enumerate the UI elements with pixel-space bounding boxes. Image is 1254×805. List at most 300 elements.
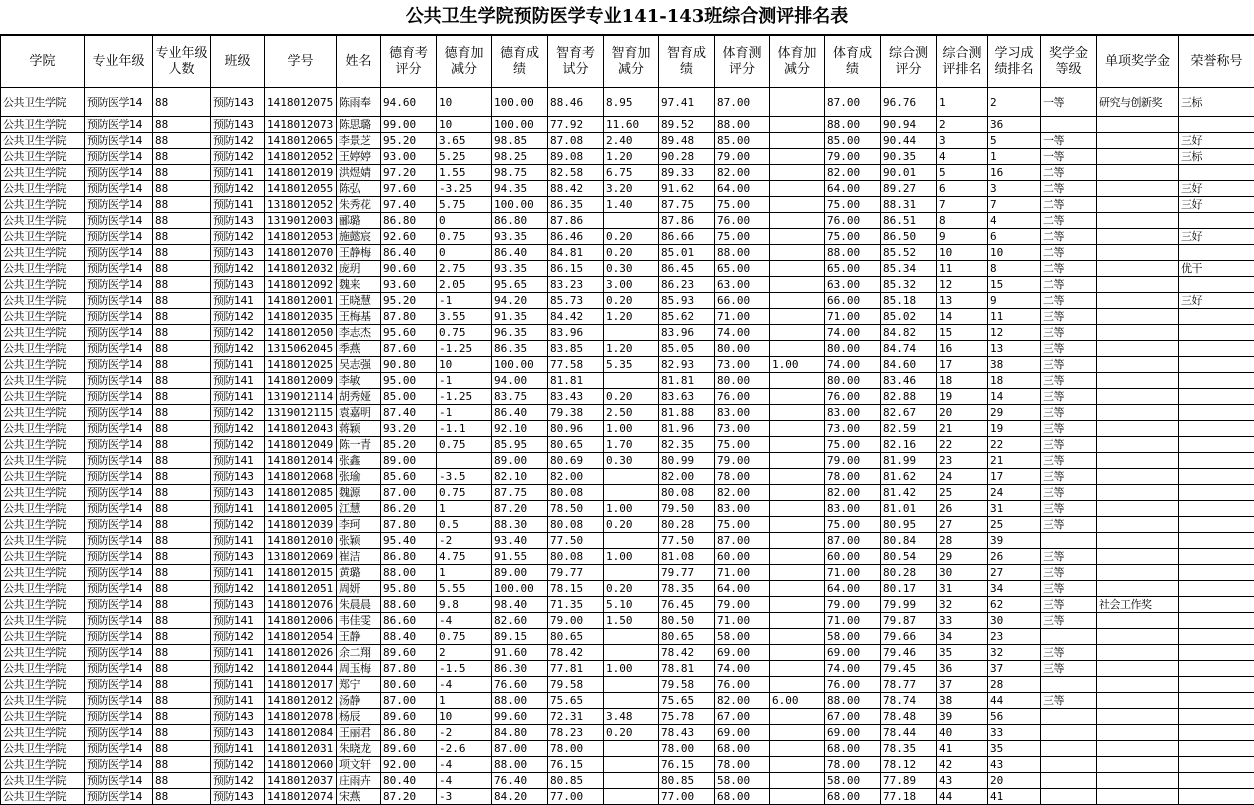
cell-overall-score[interactable]: 78.12 xyxy=(881,757,937,773)
cell-overall-rank[interactable]: 15 xyxy=(937,325,988,341)
cell-pe-exam[interactable]: 63.00 xyxy=(715,277,770,293)
cell-moral-score[interactable]: 91.55 xyxy=(492,549,548,565)
cell-overall-score[interactable]: 90.35 xyxy=(881,149,937,165)
cell-overall-score[interactable]: 78.44 xyxy=(881,725,937,741)
cell-pe-exam[interactable]: 79.00 xyxy=(715,453,770,469)
cell-moral-exam[interactable]: 89.60 xyxy=(381,645,437,661)
cell-overall-rank[interactable]: 40 xyxy=(937,725,988,741)
cell-moral-score[interactable]: 94.20 xyxy=(492,293,548,309)
cell-special-scholarship[interactable] xyxy=(1097,325,1179,341)
cell-pe-score[interactable]: 75.00 xyxy=(825,437,881,453)
cell-special-scholarship[interactable]: 社会工作奖 xyxy=(1097,597,1179,613)
cell-overall-score[interactable]: 77.18 xyxy=(881,789,937,805)
cell-major-year[interactable]: 预防医学14 xyxy=(85,133,153,149)
cell-name[interactable]: 项文轩 xyxy=(337,757,381,773)
cell-college[interactable]: 公共卫生学院 xyxy=(1,517,85,533)
cell-name[interactable]: 袁嘉明 xyxy=(337,405,381,421)
cell-major-year[interactable]: 预防医学14 xyxy=(85,629,153,645)
cell-major-year[interactable]: 预防医学14 xyxy=(85,341,153,357)
cell-intel-exam[interactable]: 79.58 xyxy=(548,677,604,693)
cell-intel-score[interactable]: 89.52 xyxy=(659,117,715,133)
cell-pe-adjust[interactable] xyxy=(770,661,825,677)
cell-pe-score[interactable]: 74.00 xyxy=(825,661,881,677)
cell-moral-score[interactable]: 100.00 xyxy=(492,117,548,133)
cell-major-year[interactable]: 预防医学14 xyxy=(85,789,153,805)
cell-major-count[interactable]: 88 xyxy=(153,325,211,341)
cell-name[interactable]: 陈雨奉 xyxy=(337,88,381,117)
cell-moral-exam[interactable]: 89.60 xyxy=(381,741,437,757)
cell-major-count[interactable]: 88 xyxy=(153,485,211,501)
cell-pe-exam[interactable]: 78.00 xyxy=(715,469,770,485)
cell-student-id[interactable]: 1418012025 xyxy=(265,357,337,373)
cell-intel-adjust[interactable] xyxy=(604,565,659,581)
cell-study-rank[interactable]: 26 xyxy=(988,549,1041,565)
cell-pe-score[interactable]: 80.00 xyxy=(825,341,881,357)
cell-intel-score[interactable]: 81.81 xyxy=(659,373,715,389)
cell-intel-score[interactable]: 80.99 xyxy=(659,453,715,469)
cell-overall-score[interactable]: 82.59 xyxy=(881,421,937,437)
cell-moral-score[interactable]: 87.20 xyxy=(492,501,548,517)
cell-class[interactable]: 预防142 xyxy=(211,405,265,421)
cell-pe-score[interactable]: 79.00 xyxy=(825,453,881,469)
cell-overall-score[interactable]: 80.95 xyxy=(881,517,937,533)
cell-major-count[interactable]: 88 xyxy=(153,149,211,165)
cell-major-count[interactable]: 88 xyxy=(153,645,211,661)
cell-moral-exam[interactable]: 86.20 xyxy=(381,501,437,517)
cell-honor-title[interactable] xyxy=(1179,245,1254,261)
cell-intel-exam[interactable]: 78.15 xyxy=(548,581,604,597)
cell-overall-rank[interactable]: 26 xyxy=(937,501,988,517)
cell-special-scholarship[interactable] xyxy=(1097,117,1179,133)
cell-pe-exam[interactable]: 88.00 xyxy=(715,117,770,133)
cell-moral-score[interactable]: 99.60 xyxy=(492,709,548,725)
cell-class[interactable]: 预防142 xyxy=(211,773,265,789)
cell-scholarship-level[interactable]: 三等 xyxy=(1041,693,1097,709)
cell-intel-score[interactable]: 97.41 xyxy=(659,88,715,117)
cell-name[interactable]: 张颖 xyxy=(337,533,381,549)
cell-intel-adjust[interactable] xyxy=(604,325,659,341)
cell-intel-score[interactable]: 89.33 xyxy=(659,165,715,181)
cell-major-count[interactable]: 88 xyxy=(153,757,211,773)
cell-moral-score[interactable]: 95.65 xyxy=(492,277,548,293)
cell-honor-title[interactable]: 优干 xyxy=(1179,261,1254,277)
cell-intel-score[interactable]: 78.42 xyxy=(659,645,715,661)
cell-honor-title[interactable] xyxy=(1179,501,1254,517)
cell-scholarship-level[interactable]: 三等 xyxy=(1041,453,1097,469)
cell-study-rank[interactable]: 43 xyxy=(988,757,1041,773)
cell-overall-rank[interactable]: 10 xyxy=(937,245,988,261)
cell-scholarship-level[interactable] xyxy=(1041,741,1097,757)
cell-pe-score[interactable]: 69.00 xyxy=(825,645,881,661)
cell-moral-score[interactable]: 84.20 xyxy=(492,789,548,805)
cell-intel-score[interactable]: 86.23 xyxy=(659,277,715,293)
cell-honor-title[interactable]: 三好 xyxy=(1179,229,1254,245)
cell-major-year[interactable]: 预防医学14 xyxy=(85,581,153,597)
cell-moral-adjust[interactable]: -4 xyxy=(437,613,492,629)
cell-pe-exam[interactable]: 78.00 xyxy=(715,757,770,773)
cell-major-count[interactable]: 88 xyxy=(153,725,211,741)
cell-moral-exam[interactable]: 95.60 xyxy=(381,325,437,341)
cell-moral-adjust[interactable]: 1 xyxy=(437,693,492,709)
cell-student-id[interactable]: 1418012017 xyxy=(265,677,337,693)
cell-pe-score[interactable]: 58.00 xyxy=(825,629,881,645)
cell-college[interactable]: 公共卫生学院 xyxy=(1,469,85,485)
cell-pe-adjust[interactable] xyxy=(770,613,825,629)
cell-intel-score[interactable]: 80.08 xyxy=(659,485,715,501)
cell-study-rank[interactable]: 2 xyxy=(988,88,1041,117)
cell-moral-score[interactable]: 86.80 xyxy=(492,213,548,229)
cell-overall-score[interactable]: 85.18 xyxy=(881,293,937,309)
cell-special-scholarship[interactable] xyxy=(1097,757,1179,773)
cell-scholarship-level[interactable] xyxy=(1041,117,1097,133)
cell-intel-adjust[interactable]: 5.10 xyxy=(604,597,659,613)
cell-intel-score[interactable]: 81.88 xyxy=(659,405,715,421)
cell-special-scholarship[interactable] xyxy=(1097,629,1179,645)
cell-intel-score[interactable]: 78.00 xyxy=(659,741,715,757)
cell-intel-score[interactable]: 83.96 xyxy=(659,325,715,341)
cell-major-year[interactable]: 预防医学14 xyxy=(85,693,153,709)
cell-moral-adjust[interactable]: 0.75 xyxy=(437,325,492,341)
cell-honor-title[interactable] xyxy=(1179,389,1254,405)
cell-student-id[interactable]: 1315062045 xyxy=(265,341,337,357)
cell-student-id[interactable]: 1418012049 xyxy=(265,437,337,453)
cell-pe-score[interactable]: 67.00 xyxy=(825,709,881,725)
cell-student-id[interactable]: 1418012065 xyxy=(265,133,337,149)
cell-study-rank[interactable]: 28 xyxy=(988,677,1041,693)
cell-moral-score[interactable]: 98.85 xyxy=(492,133,548,149)
cell-overall-rank[interactable]: 17 xyxy=(937,357,988,373)
cell-pe-score[interactable]: 87.00 xyxy=(825,88,881,117)
cell-honor-title[interactable]: 三好 xyxy=(1179,133,1254,149)
cell-intel-adjust[interactable] xyxy=(604,629,659,645)
cell-class[interactable]: 预防143 xyxy=(211,277,265,293)
cell-major-count[interactable]: 88 xyxy=(153,165,211,181)
cell-pe-score[interactable]: 88.00 xyxy=(825,245,881,261)
cell-pe-score[interactable]: 79.00 xyxy=(825,597,881,613)
cell-class[interactable]: 预防143 xyxy=(211,88,265,117)
cell-intel-adjust[interactable]: 5.35 xyxy=(604,357,659,373)
cell-moral-adjust[interactable]: 2.05 xyxy=(437,277,492,293)
cell-pe-exam[interactable]: 88.00 xyxy=(715,245,770,261)
cell-major-count[interactable]: 88 xyxy=(153,277,211,293)
cell-pe-adjust[interactable] xyxy=(770,293,825,309)
cell-pe-adjust[interactable] xyxy=(770,405,825,421)
cell-major-count[interactable]: 88 xyxy=(153,565,211,581)
cell-moral-adjust[interactable]: -4 xyxy=(437,773,492,789)
cell-overall-score[interactable]: 85.52 xyxy=(881,245,937,261)
cell-moral-adjust[interactable]: -1.5 xyxy=(437,661,492,677)
cell-overall-rank[interactable]: 14 xyxy=(937,309,988,325)
cell-scholarship-level[interactable]: 二等 xyxy=(1041,229,1097,245)
cell-honor-title[interactable] xyxy=(1179,117,1254,133)
cell-overall-rank[interactable]: 24 xyxy=(937,469,988,485)
cell-overall-score[interactable]: 85.32 xyxy=(881,277,937,293)
cell-college[interactable]: 公共卫生学院 xyxy=(1,293,85,309)
cell-intel-adjust[interactable]: 1.70 xyxy=(604,437,659,453)
cell-major-count[interactable]: 88 xyxy=(153,341,211,357)
cell-pe-adjust[interactable] xyxy=(770,229,825,245)
cell-major-year[interactable]: 预防医学14 xyxy=(85,677,153,693)
cell-student-id[interactable]: 1418012060 xyxy=(265,757,337,773)
cell-pe-score[interactable]: 68.00 xyxy=(825,741,881,757)
cell-pe-exam[interactable]: 82.00 xyxy=(715,165,770,181)
cell-major-count[interactable]: 88 xyxy=(153,309,211,325)
cell-college[interactable]: 公共卫生学院 xyxy=(1,245,85,261)
cell-pe-score[interactable]: 87.00 xyxy=(825,533,881,549)
cell-pe-exam[interactable]: 67.00 xyxy=(715,709,770,725)
cell-college[interactable]: 公共卫生学院 xyxy=(1,181,85,197)
cell-overall-score[interactable]: 79.87 xyxy=(881,613,937,629)
cell-pe-adjust[interactable] xyxy=(770,629,825,645)
cell-name[interactable]: 李景芝 xyxy=(337,133,381,149)
cell-pe-adjust[interactable] xyxy=(770,181,825,197)
cell-name[interactable]: 朱晓龙 xyxy=(337,741,381,757)
cell-intel-adjust[interactable] xyxy=(604,469,659,485)
cell-special-scholarship[interactable] xyxy=(1097,261,1179,277)
cell-study-rank[interactable]: 38 xyxy=(988,357,1041,373)
cell-student-id[interactable]: 1418012014 xyxy=(265,453,337,469)
cell-student-id[interactable]: 1418012009 xyxy=(265,373,337,389)
cell-moral-exam[interactable]: 85.00 xyxy=(381,389,437,405)
cell-intel-adjust[interactable]: 1.20 xyxy=(604,309,659,325)
cell-overall-rank[interactable]: 39 xyxy=(937,709,988,725)
cell-study-rank[interactable]: 11 xyxy=(988,309,1041,325)
cell-college[interactable]: 公共卫生学院 xyxy=(1,405,85,421)
cell-overall-rank[interactable]: 5 xyxy=(937,165,988,181)
cell-moral-exam[interactable]: 87.80 xyxy=(381,309,437,325)
cell-major-year[interactable]: 预防医学14 xyxy=(85,389,153,405)
cell-study-rank[interactable]: 10 xyxy=(988,245,1041,261)
cell-pe-exam[interactable]: 76.00 xyxy=(715,213,770,229)
cell-moral-exam[interactable]: 93.00 xyxy=(381,149,437,165)
cell-intel-exam[interactable]: 87.86 xyxy=(548,213,604,229)
cell-intel-score[interactable]: 86.45 xyxy=(659,261,715,277)
cell-moral-adjust[interactable]: -2 xyxy=(437,533,492,549)
cell-moral-exam[interactable]: 97.20 xyxy=(381,165,437,181)
cell-overall-score[interactable]: 83.46 xyxy=(881,373,937,389)
cell-scholarship-level[interactable]: 三等 xyxy=(1041,645,1097,661)
cell-pe-exam[interactable]: 71.00 xyxy=(715,565,770,581)
cell-intel-adjust[interactable] xyxy=(604,645,659,661)
cell-student-id[interactable]: 1418012074 xyxy=(265,789,337,805)
cell-pe-score[interactable]: 83.00 xyxy=(825,405,881,421)
cell-name[interactable]: 魏来 xyxy=(337,277,381,293)
cell-scholarship-level[interactable]: 三等 xyxy=(1041,437,1097,453)
cell-moral-adjust[interactable]: 10 xyxy=(437,88,492,117)
cell-overall-rank[interactable]: 23 xyxy=(937,453,988,469)
cell-student-id[interactable]: 1418012043 xyxy=(265,421,337,437)
cell-honor-title[interactable] xyxy=(1179,789,1254,805)
cell-overall-rank[interactable]: 41 xyxy=(937,741,988,757)
cell-pe-score[interactable]: 58.00 xyxy=(825,773,881,789)
cell-class[interactable]: 预防141 xyxy=(211,293,265,309)
cell-moral-exam[interactable]: 87.00 xyxy=(381,693,437,709)
cell-student-id[interactable]: 1418012070 xyxy=(265,245,337,261)
cell-intel-exam[interactable]: 80.08 xyxy=(548,549,604,565)
cell-major-count[interactable]: 88 xyxy=(153,597,211,613)
cell-name[interactable]: 吴志强 xyxy=(337,357,381,373)
cell-special-scholarship[interactable] xyxy=(1097,309,1179,325)
cell-major-year[interactable]: 预防医学14 xyxy=(85,565,153,581)
cell-special-scholarship[interactable]: 研究与创新奖 xyxy=(1097,88,1179,117)
cell-intel-score[interactable]: 79.77 xyxy=(659,565,715,581)
cell-moral-adjust[interactable]: -1.25 xyxy=(437,341,492,357)
cell-moral-adjust[interactable]: -2.6 xyxy=(437,741,492,757)
cell-scholarship-level[interactable]: 一等 xyxy=(1041,149,1097,165)
cell-name[interactable]: 杨辰 xyxy=(337,709,381,725)
cell-overall-score[interactable]: 90.94 xyxy=(881,117,937,133)
cell-intel-adjust[interactable]: 1.20 xyxy=(604,149,659,165)
cell-overall-score[interactable]: 81.42 xyxy=(881,485,937,501)
cell-major-year[interactable]: 预防医学14 xyxy=(85,709,153,725)
cell-moral-score[interactable]: 91.35 xyxy=(492,309,548,325)
cell-pe-score[interactable]: 78.00 xyxy=(825,469,881,485)
cell-intel-exam[interactable]: 79.77 xyxy=(548,565,604,581)
cell-scholarship-level[interactable] xyxy=(1041,533,1097,549)
cell-scholarship-level[interactable]: 三等 xyxy=(1041,309,1097,325)
cell-class[interactable]: 预防142 xyxy=(211,181,265,197)
cell-name[interactable]: 朱晨晨 xyxy=(337,597,381,613)
cell-moral-exam[interactable]: 85.60 xyxy=(381,469,437,485)
cell-moral-score[interactable]: 85.95 xyxy=(492,437,548,453)
cell-major-count[interactable]: 88 xyxy=(153,245,211,261)
cell-name[interactable]: 蒋颖 xyxy=(337,421,381,437)
cell-moral-score[interactable]: 86.30 xyxy=(492,661,548,677)
cell-moral-score[interactable]: 87.75 xyxy=(492,485,548,501)
cell-pe-score[interactable]: 75.00 xyxy=(825,517,881,533)
cell-class[interactable]: 预防141 xyxy=(211,197,265,213)
cell-study-rank[interactable]: 24 xyxy=(988,485,1041,501)
cell-college[interactable]: 公共卫生学院 xyxy=(1,725,85,741)
cell-college[interactable]: 公共卫生学院 xyxy=(1,757,85,773)
cell-intel-exam[interactable]: 86.15 xyxy=(548,261,604,277)
cell-honor-title[interactable] xyxy=(1179,373,1254,389)
cell-pe-adjust[interactable] xyxy=(770,421,825,437)
cell-overall-rank[interactable]: 38 xyxy=(937,693,988,709)
cell-moral-exam[interactable]: 87.80 xyxy=(381,661,437,677)
cell-class[interactable]: 预防142 xyxy=(211,149,265,165)
cell-name[interactable]: 周玉梅 xyxy=(337,661,381,677)
cell-moral-adjust[interactable]: 0.75 xyxy=(437,485,492,501)
cell-overall-rank[interactable]: 20 xyxy=(937,405,988,421)
cell-honor-title[interactable] xyxy=(1179,277,1254,293)
cell-pe-exam[interactable]: 83.00 xyxy=(715,501,770,517)
cell-moral-exam[interactable]: 88.40 xyxy=(381,629,437,645)
cell-intel-score[interactable]: 82.93 xyxy=(659,357,715,373)
cell-moral-exam[interactable]: 89.60 xyxy=(381,709,437,725)
cell-moral-score[interactable]: 76.40 xyxy=(492,773,548,789)
cell-pe-exam[interactable]: 75.00 xyxy=(715,229,770,245)
cell-pe-exam[interactable]: 82.00 xyxy=(715,485,770,501)
cell-scholarship-level[interactable]: 三等 xyxy=(1041,357,1097,373)
cell-scholarship-level[interactable]: 三等 xyxy=(1041,485,1097,501)
cell-college[interactable]: 公共卫生学院 xyxy=(1,677,85,693)
cell-name[interactable]: 魏源 xyxy=(337,485,381,501)
cell-scholarship-level[interactable]: 二等 xyxy=(1041,277,1097,293)
cell-pe-score[interactable]: 82.00 xyxy=(825,165,881,181)
cell-overall-score[interactable]: 96.76 xyxy=(881,88,937,117)
cell-pe-exam[interactable]: 69.00 xyxy=(715,645,770,661)
cell-major-count[interactable]: 88 xyxy=(153,693,211,709)
cell-pe-adjust[interactable] xyxy=(770,533,825,549)
cell-college[interactable]: 公共卫生学院 xyxy=(1,597,85,613)
cell-student-id[interactable]: 1418012052 xyxy=(265,149,337,165)
cell-major-count[interactable]: 88 xyxy=(153,389,211,405)
cell-moral-exam[interactable]: 95.00 xyxy=(381,373,437,389)
cell-major-count[interactable]: 88 xyxy=(153,677,211,693)
cell-student-id[interactable]: 1418012075 xyxy=(265,88,337,117)
cell-student-id[interactable]: 1418012050 xyxy=(265,325,337,341)
cell-scholarship-level[interactable]: 三等 xyxy=(1041,613,1097,629)
cell-major-year[interactable]: 预防医学14 xyxy=(85,773,153,789)
cell-pe-adjust[interactable] xyxy=(770,213,825,229)
cell-pe-adjust[interactable] xyxy=(770,197,825,213)
cell-scholarship-level[interactable]: 三等 xyxy=(1041,325,1097,341)
cell-intel-adjust[interactable] xyxy=(604,373,659,389)
cell-intel-exam[interactable]: 79.00 xyxy=(548,613,604,629)
cell-major-year[interactable]: 预防医学14 xyxy=(85,469,153,485)
cell-study-rank[interactable]: 18 xyxy=(988,373,1041,389)
cell-special-scholarship[interactable] xyxy=(1097,421,1179,437)
cell-intel-exam[interactable]: 80.69 xyxy=(548,453,604,469)
cell-pe-score[interactable]: 71.00 xyxy=(825,613,881,629)
cell-moral-score[interactable]: 86.40 xyxy=(492,405,548,421)
cell-intel-adjust[interactable]: 11.60 xyxy=(604,117,659,133)
cell-honor-title[interactable] xyxy=(1179,661,1254,677)
cell-intel-exam[interactable]: 72.31 xyxy=(548,709,604,725)
cell-moral-exam[interactable]: 94.60 xyxy=(381,88,437,117)
cell-overall-score[interactable]: 79.66 xyxy=(881,629,937,645)
cell-study-rank[interactable]: 34 xyxy=(988,581,1041,597)
cell-special-scholarship[interactable] xyxy=(1097,581,1179,597)
cell-major-year[interactable]: 预防医学14 xyxy=(85,117,153,133)
cell-class[interactable]: 预防141 xyxy=(211,501,265,517)
cell-moral-score[interactable]: 94.35 xyxy=(492,181,548,197)
cell-overall-rank[interactable]: 12 xyxy=(937,277,988,293)
cell-moral-score[interactable]: 82.60 xyxy=(492,613,548,629)
cell-college[interactable]: 公共卫生学院 xyxy=(1,501,85,517)
cell-overall-rank[interactable]: 1 xyxy=(937,88,988,117)
cell-pe-exam[interactable]: 69.00 xyxy=(715,725,770,741)
cell-moral-exam[interactable]: 92.60 xyxy=(381,229,437,245)
cell-major-year[interactable]: 预防医学14 xyxy=(85,325,153,341)
cell-pe-score[interactable]: 78.00 xyxy=(825,757,881,773)
cell-name[interactable]: 季燕 xyxy=(337,341,381,357)
cell-moral-adjust[interactable]: 0.75 xyxy=(437,437,492,453)
cell-class[interactable]: 预防141 xyxy=(211,693,265,709)
cell-study-rank[interactable]: 35 xyxy=(988,741,1041,757)
cell-pe-adjust[interactable]: 1.00 xyxy=(770,357,825,373)
cell-major-count[interactable]: 88 xyxy=(153,133,211,149)
cell-intel-adjust[interactable] xyxy=(604,677,659,693)
cell-moral-adjust[interactable]: 0.75 xyxy=(437,629,492,645)
cell-pe-score[interactable]: 66.00 xyxy=(825,293,881,309)
cell-pe-adjust[interactable] xyxy=(770,469,825,485)
cell-intel-adjust[interactable]: 2.50 xyxy=(604,405,659,421)
cell-class[interactable]: 预防142 xyxy=(211,421,265,437)
cell-pe-adjust[interactable] xyxy=(770,133,825,149)
cell-pe-score[interactable]: 63.00 xyxy=(825,277,881,293)
cell-special-scholarship[interactable] xyxy=(1097,389,1179,405)
cell-intel-adjust[interactable]: 0.20 xyxy=(604,389,659,405)
cell-class[interactable]: 预防143 xyxy=(211,725,265,741)
cell-intel-score[interactable]: 77.00 xyxy=(659,789,715,805)
cell-student-id[interactable]: 1318012069 xyxy=(265,549,337,565)
cell-scholarship-level[interactable]: 三等 xyxy=(1041,581,1097,597)
cell-moral-adjust[interactable]: 0 xyxy=(437,213,492,229)
cell-intel-score[interactable]: 80.28 xyxy=(659,517,715,533)
cell-special-scholarship[interactable] xyxy=(1097,485,1179,501)
